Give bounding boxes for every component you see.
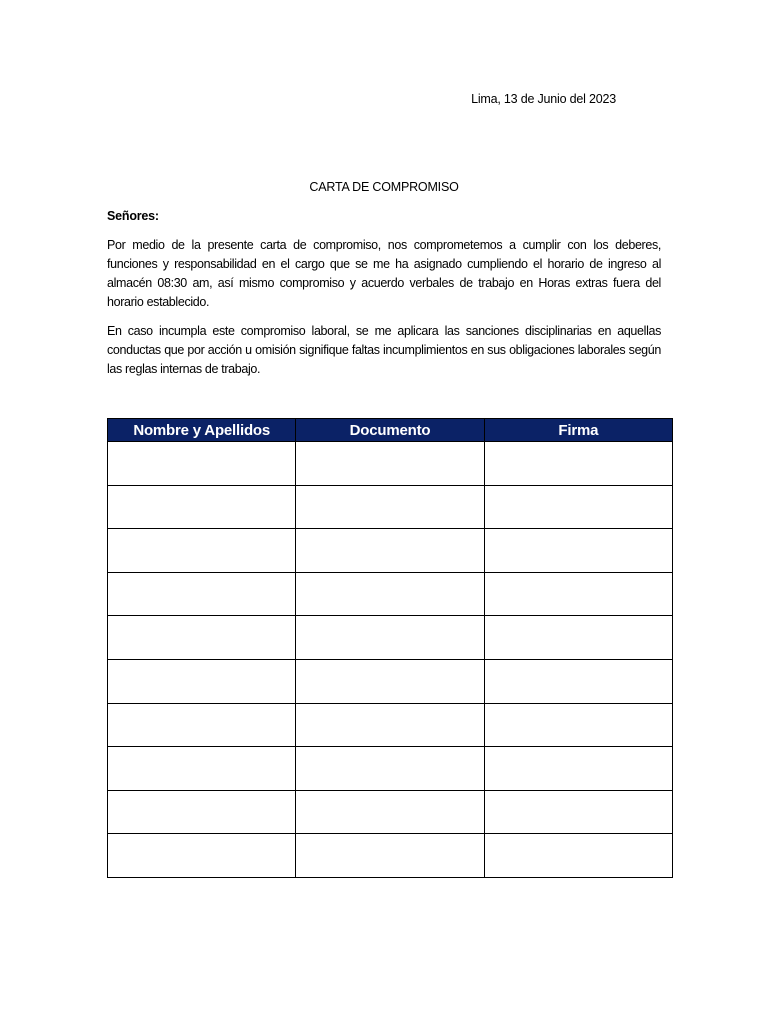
cell-nombre [108, 485, 296, 529]
cell-firma [484, 616, 672, 660]
document-title: CARTA DE COMPROMISO [309, 180, 459, 194]
cell-documento [296, 747, 484, 791]
cell-documento [296, 442, 484, 486]
cell-firma [484, 529, 672, 573]
cell-firma [484, 703, 672, 747]
table-row [108, 659, 673, 703]
cell-nombre [108, 616, 296, 660]
greeting: Señores: [107, 209, 159, 223]
table-header-row [108, 419, 673, 442]
paragraph-commitment: Por medio de la presente carta de compromiso, nos comprometemos a cumplir con los deberes, funciones y responsabilidad en el cargo que se me ha asignado cumpliendo el horario de ingreso al almacén 08:30 am, así mismo compromiso y acuerdo verbales de trabajo en Horas extras fuera del horario establecido. [107, 238, 661, 309]
cell-documento [296, 572, 484, 616]
header-firma: Firma [484, 419, 672, 442]
table-row [108, 442, 673, 486]
cell-firma [484, 790, 672, 834]
document-date: Lima, 13 de Junio del 2023 [471, 92, 616, 106]
cell-nombre [108, 834, 296, 878]
cell-firma [484, 572, 672, 616]
table-row [108, 572, 673, 616]
cell-documento [296, 529, 484, 573]
table-row [108, 834, 673, 878]
table-row [108, 747, 673, 791]
cell-documento [296, 659, 484, 703]
cell-documento [296, 485, 484, 529]
cell-nombre [108, 703, 296, 747]
cell-firma [484, 747, 672, 791]
cell-nombre [108, 442, 296, 486]
cell-nombre [108, 529, 296, 573]
cell-firma [484, 485, 672, 529]
table-row [108, 790, 673, 834]
cell-documento [296, 790, 484, 834]
table-row [108, 703, 673, 747]
cell-documento [296, 616, 484, 660]
signature-table [107, 418, 673, 878]
header-documento: Documento [296, 419, 484, 442]
paragraph-sanctions: En caso incumpla este compromiso laboral, se me aplicara las sanciones disciplinarias en aquellas conductas que por acción u omisión signifique faltas incumplimientos en sus obligaciones laborales según las reglas internas de trabajo. [107, 324, 661, 376]
cell-firma [484, 442, 672, 486]
header-nombre-apellidos: Nombre y Apellidos [108, 419, 296, 442]
table-row [108, 529, 673, 573]
cell-nombre [108, 572, 296, 616]
cell-nombre [108, 790, 296, 834]
cell-nombre [108, 659, 296, 703]
cell-firma [484, 834, 672, 878]
cell-documento [296, 703, 484, 747]
cell-nombre [108, 747, 296, 791]
cell-documento [296, 834, 484, 878]
table-row [108, 485, 673, 529]
table-row [108, 616, 673, 660]
cell-firma [484, 659, 672, 703]
